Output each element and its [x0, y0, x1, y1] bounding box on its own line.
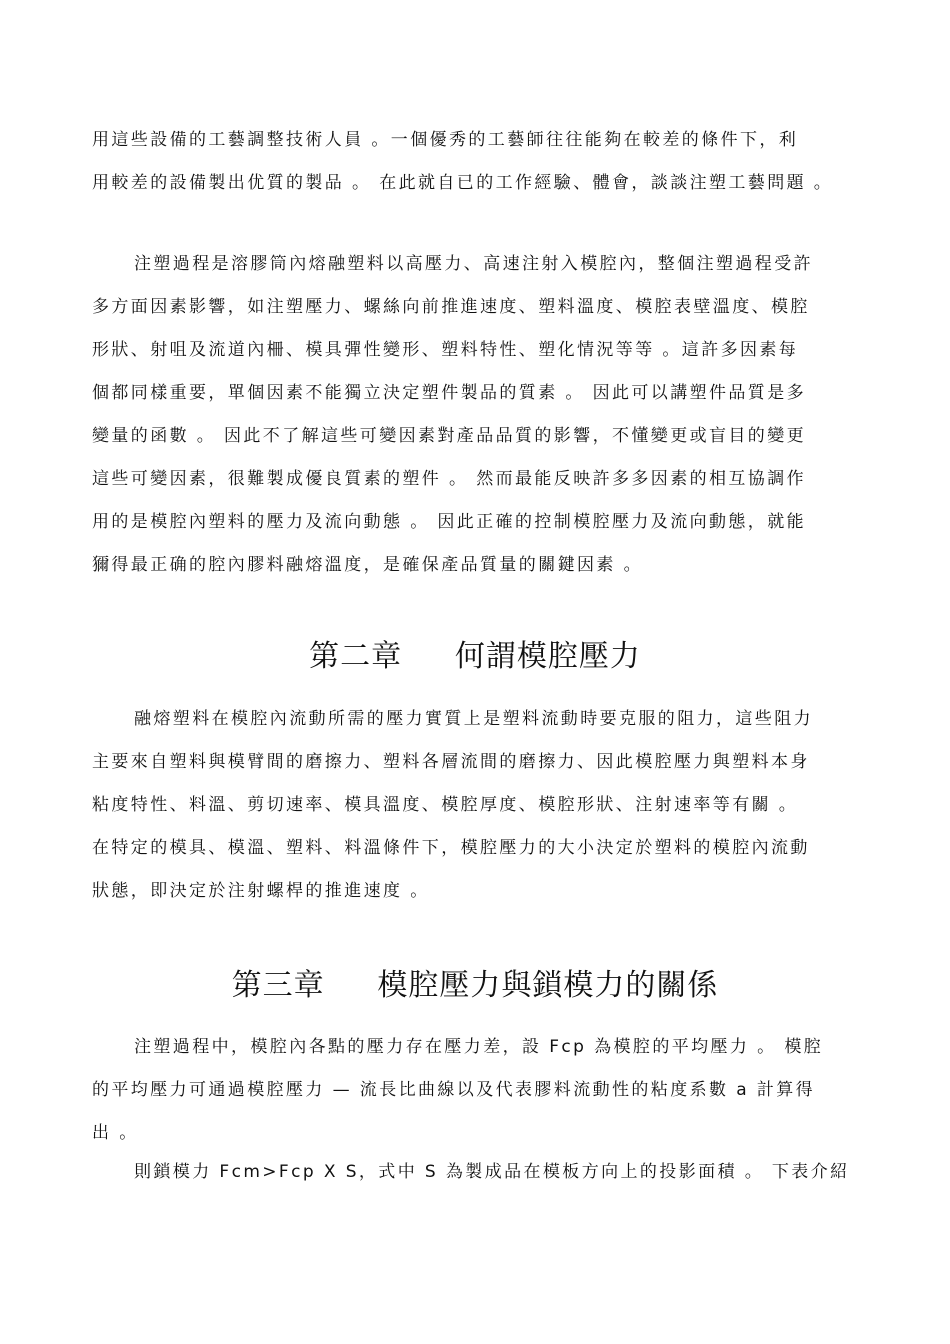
intro-line-2: 用較差的設備製出优質的製品 。 在此就自已的工作經驗、體會，談談注塑工藝問題 。 — [92, 173, 834, 193]
chapter-2-line-2: 主要來自塑料與模臂間的磨擦力、塑料各層流間的磨擦力、因此模腔壓力與塑料本身 — [92, 752, 810, 772]
process-line-1: 注塑過程是溶膠筒內熔融塑料以高壓力、高速注射入模腔內，整個注塑過程受許 — [134, 254, 813, 274]
chapter-3-heading: 第三章 模腔壓力與鎖模力的關係 — [231, 968, 719, 1003]
chapter-3-line-4: 則鎖模力 Fcm>Fcp X S，式中 S 為製成品在模板方向上的投影面積 。 下表介紹 — [134, 1162, 850, 1182]
chapter-2-line-1: 融熔塑料在模腔內流動所需的壓力實質上是塑料流動時要克服的阻力，這些阻力 — [134, 709, 813, 729]
process-line-6: 這些可變因素，很難製成優良質素的塑件 。 然而最能反映許多多因素的相互協調作 — [92, 469, 807, 489]
chapter-2-line-4: 在特定的模具、模溫、塑料、料溫條件下，模腔壓力的大小決定於塑料的模腔內流動 — [92, 838, 810, 858]
chapter-3-line-1: 注塑過程中，模腔內各點的壓力存在壓力差，設 Fcp 為模腔的平均壓力 。 模腔 — [134, 1037, 824, 1057]
intro-line-1: 用這些設備的工藝調整技術人員 。一個優秀的工藝師往往能夠在較差的條件下，利 — [92, 130, 799, 150]
process-line-7: 用的是模腔內塑料的壓力及流向動態 。 因此正確的控制模腔壓力及流向動態，就能 — [92, 512, 807, 532]
process-line-8: 獮得最正确的腔內膠料融熔溫度，是確保產品質量的關鍵因素 。 — [92, 555, 644, 575]
chapter-3-line-2: 的平均壓力可通過模腔壓力 — 流長比曲線以及代表膠料流動性的粘度系數 a 計算得 — [92, 1080, 816, 1100]
chapter-2-heading: 第二章 何謂模腔壓力 — [309, 639, 641, 674]
process-line-2: 多方面因素影響，如注塑壓力、螺絲向前推進速度、塑料溫度、模腔表壁溫度、模腔 — [92, 297, 810, 317]
chapter-3-line-3: 出 。 — [92, 1123, 139, 1143]
process-line-4: 個都同樣重要，單個因素不能獨立決定塑件製品的質素 。 因此可以講塑件品質是多 — [92, 383, 807, 403]
process-line-5: 變量的函數 。 因此不了解這些可變因素對產品品質的影響，不懂變更或盲目的變更 — [92, 426, 807, 446]
chapter-2-line-5: 狀態，即決定於注射螺桿的推進速度 。 — [92, 881, 430, 901]
process-line-3: 形狀、射咀及流道內柵、模具彈性變形、塑料特性、塑化情況等等 。這許多因素每 — [92, 340, 799, 360]
chapter-2-line-3: 粘度特性、料溫、剪切速率、模具溫度、模腔厚度、模腔形狀、注射速率等有關 。 — [92, 795, 799, 815]
